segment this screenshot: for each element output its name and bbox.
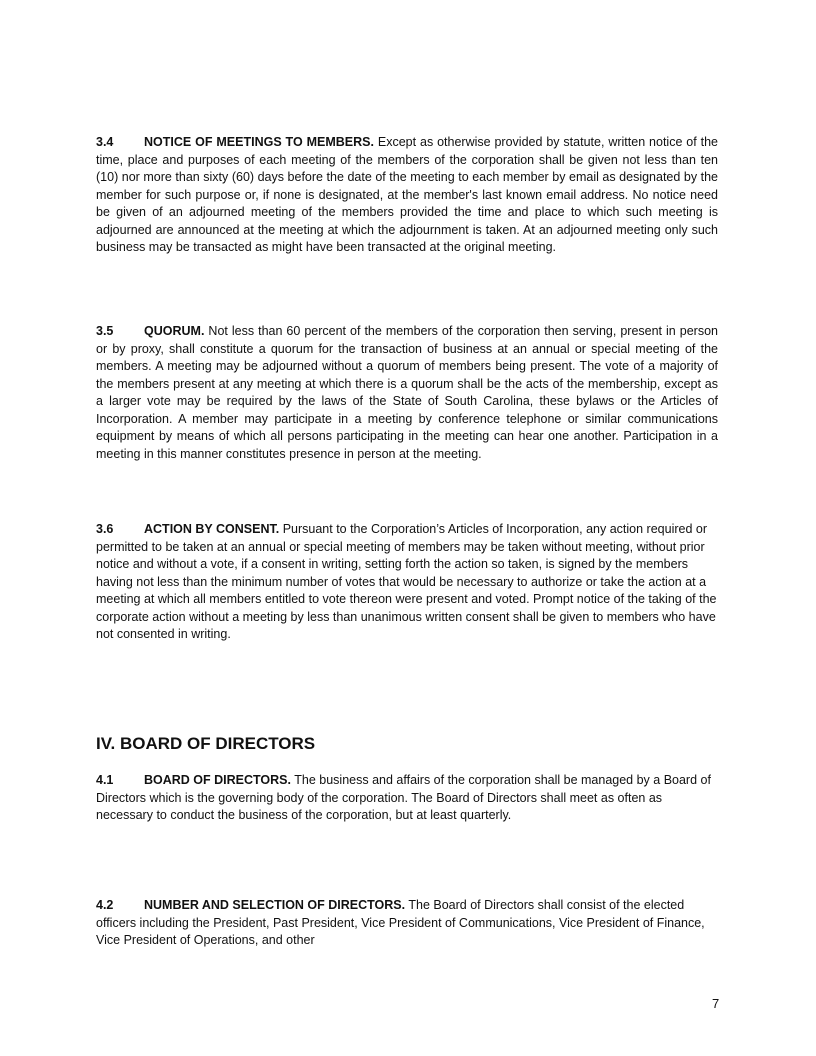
section-number: 3.4 bbox=[96, 135, 114, 149]
section-number: 4.2 bbox=[96, 898, 114, 912]
section-heading: ACTION BY CONSENT. bbox=[144, 522, 280, 536]
section-body: Except as otherwise provided by statute, written notice of the time, place and purposes of each meeting of the members of the corporation shall be given not less than ten (10) nor more than sixty (60) days before the date of the meeting to each member by email as designated by the member for such purpose or, if none is designated, at the member's last known email address. No notice need be given of an adjourned meeting of the members provided the time and place to which such meeting is adjourned are announced at the meeting at which the adjournment is taken. At an adjourned meeting only such business may be transacted as might have been transacted at the original meeting. bbox=[96, 135, 718, 254]
section-4-1 bbox=[96, 772, 718, 825]
section-3-4 bbox=[96, 134, 718, 257]
section-number: 4.1 bbox=[96, 773, 114, 787]
section-body: Not less than 60 percent of the members of the corporation then serving, present in person or by proxy, shall constitute a quorum for the transaction of business at an annual or special meeting of the members. A meeting may be adjourned without a quorum of members being present. The vote of a majority of the members present at any meeting at which there is a quorum shall be the acts of the membership, except as a larger vote may be required by the laws of the State of South Carolina, these bylaws or the Articles of Incorporation. A member may participate in a meeting by conference telephone or similar communications equipment by means of which all persons participating in the meeting can hear one another. Participation in a meeting in this manner constitutes presence in person at the meeting. bbox=[96, 324, 718, 461]
section-heading: NOTICE OF MEETINGS TO MEMBERS. bbox=[144, 135, 374, 149]
section-body: The business and affairs of the corporation shall be managed by a Board of Directors which is the governing body of the corporation. The Board of Directors shall meet as often as necessary to conduct the business of the corporation, but at least quarterly. bbox=[96, 773, 711, 822]
section-body: Pursuant to the Corporation’s Articles of Incorporation, any action required or permitted to be taken at an annual or special meeting of members may be taken without meeting, without prior notice and without a vote, if a consent in writing, setting forth the action so taken, is signed by the members having not less than the minimum number of votes that would be necessary to authorize or take the action at a meeting at which all members entitled to vote thereon were present and voted. Prompt notice of the taking of the corporate action without a meeting by less than unanimous written consent shall be given to members who have not consented in writing. bbox=[96, 522, 717, 641]
section-3-5 bbox=[96, 323, 718, 463]
section-heading: BOARD OF DIRECTORS. bbox=[144, 773, 291, 787]
article-title: IV. BOARD OF DIRECTORS bbox=[96, 734, 316, 753]
section-number: 3.6 bbox=[96, 522, 114, 536]
section-heading: QUORUM. bbox=[144, 324, 205, 338]
page-number: 7 bbox=[712, 996, 720, 1011]
section-3-6 bbox=[96, 521, 718, 644]
section-number: 3.5 bbox=[96, 324, 114, 338]
section-heading: NUMBER AND SELECTION OF DIRECTORS. bbox=[144, 898, 406, 912]
section-4-2 bbox=[96, 897, 718, 950]
section-body: The Board of Directors shall consist of the elected officers including the President, Past President, Vice President of Communications, Vice President of Finance, Vice President of Operations, and other bbox=[96, 898, 705, 947]
